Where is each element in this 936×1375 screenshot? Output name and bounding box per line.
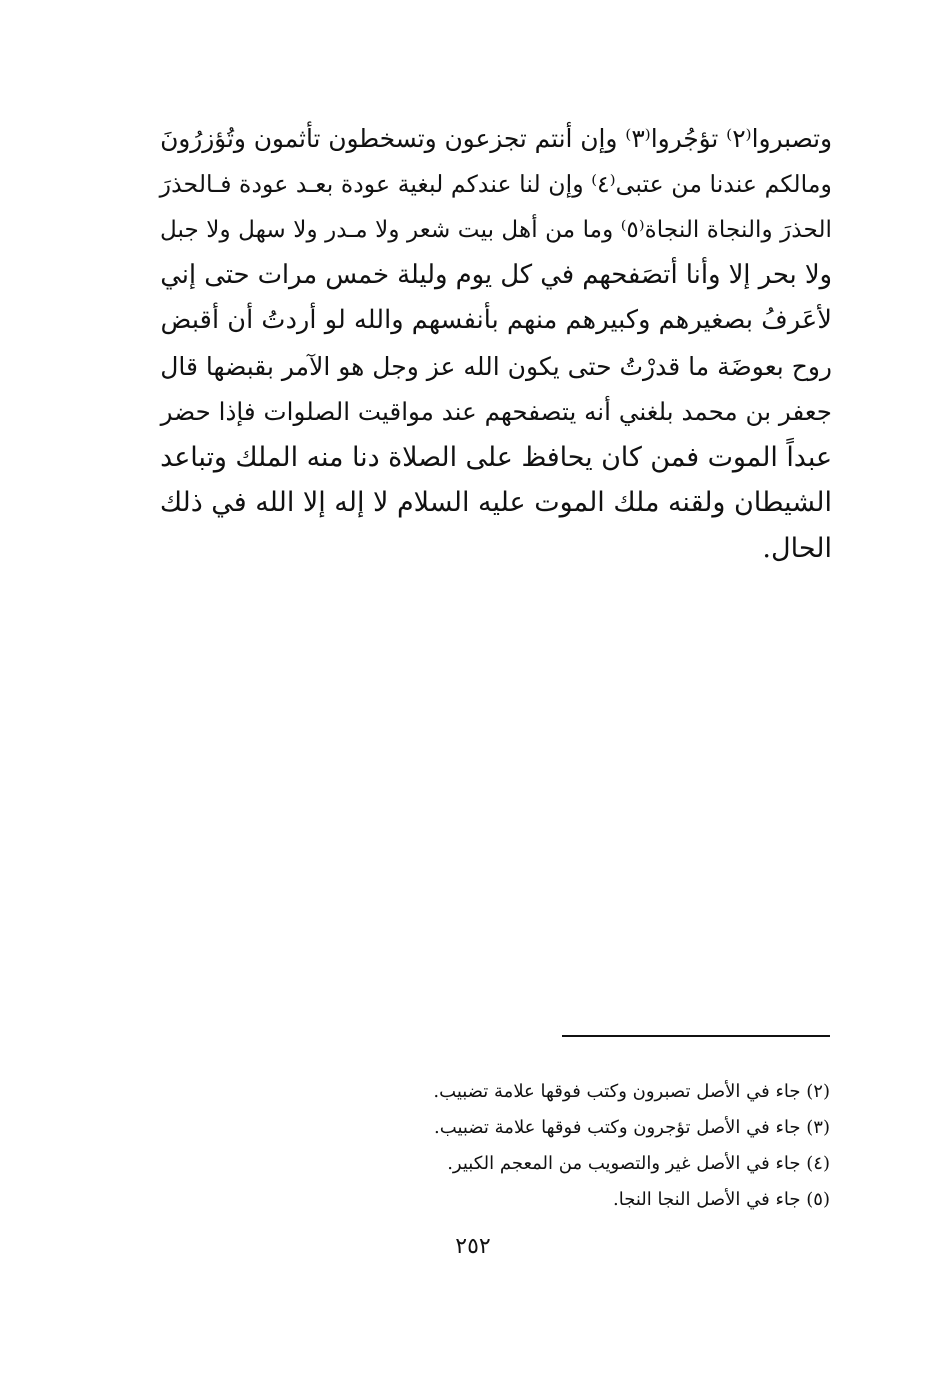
- text-line: وتصبروا⁽٢⁾ تؤجُروا⁽٣⁾ وإن أنتم تجزعون وتسخطون تأثمون وتُؤزرُونَ: [160, 124, 832, 153]
- footnote: (٤) جاء في الأصل غير والتصويب من المعجم الكبير.: [447, 1153, 830, 1174]
- text-line: الحذرَ والنجاة النجاة⁽٥⁾ وما من أهل بيت شعر ولا مـدر ولا سهل ولا جبل: [159, 216, 832, 243]
- footnote: (٢) جاء في الأصل تصبرون وكتب فوقها علامة تضبيب.: [433, 1081, 830, 1102]
- page-number: ٢٥٢: [455, 1234, 491, 1259]
- footnote: (٣) جاء في الأصل تؤجرون وكتب فوقها علامة تضبيب.: [434, 1117, 830, 1138]
- footnote: (٥) جاء في الأصل النجا النجا.: [613, 1189, 830, 1210]
- footnotes-block: [360, 1074, 830, 1218]
- text-line: روح بعوضَة ما قدرْتُ حتى يكون الله عز وجل هو الآمر بقبضها قال: [160, 351, 832, 381]
- text-line: ولا بحر إلا وأنا أتصَفحهم في كل يوم وليلة خمس مرات حتى إني: [160, 259, 832, 290]
- main-text-block: [160, 116, 832, 571]
- text-line: لأعَرفُ بصغيرهم وكبيرهم منهم بأنفسهم والله لو أردتُ أن أقبض: [160, 305, 832, 335]
- text-line: الحال.: [762, 532, 832, 564]
- text-line: جعفر بن محمد بلغني أنه يتصفحهم عند مواقيت الصلوات فإذا حضر: [160, 397, 832, 426]
- footnote-divider: [562, 1035, 830, 1037]
- text-line: الشيطان ولقنه ملك الموت عليه السلام لا إله إلا الله في ذلك: [159, 487, 832, 518]
- text-line: عبداً الموت فمن كان يحافظ على الصلاة دنا منه الملك وتباعد: [160, 441, 832, 473]
- text-line: ومالكم عندنا من عتبى⁽٤⁾ وإن لنا عندكم لبغية عودة بعـد عودة فـالحذرَ: [159, 169, 832, 198]
